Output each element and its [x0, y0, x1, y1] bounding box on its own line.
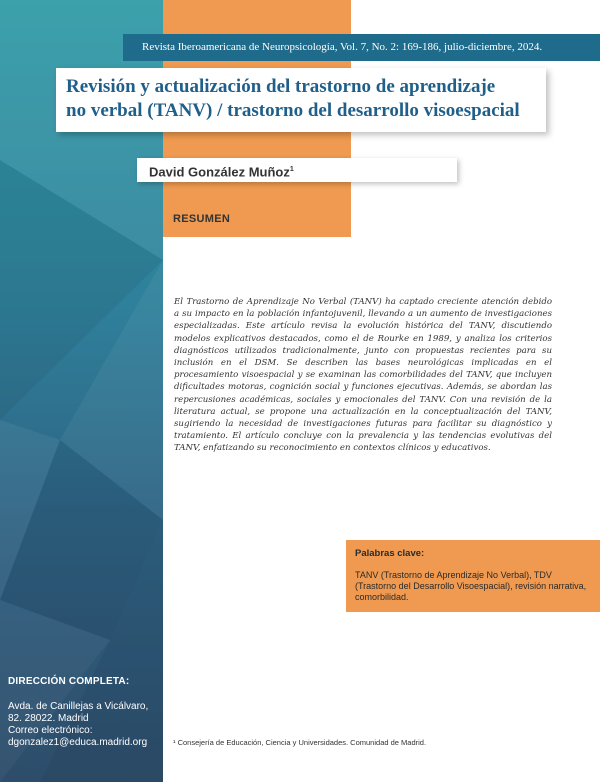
author — [149, 158, 294, 184]
journal-citation: Revista Iberoamericana de Neuropsicología, Vol. 7, No. 2: 169-186, julio-diciembre, 2024. — [142, 41, 543, 53]
address-line-1: Avda. de Canillejas a Vicálvaro, — [8, 701, 149, 712]
email-address[interactable]: dgonzalez1@educa.madrid.org — [8, 737, 148, 748]
title-line-2: no verbal (TANV) / trastorno del desarrollo visoespacial — [66, 100, 520, 121]
footnote: ¹ Consejería de Educación, Ciencia y Universidades. Comunidad de Madrid. — [173, 738, 427, 747]
author-footnote-mark: 1 — [289, 166, 294, 173]
address-heading: DIRECCIÓN COMPLETA: — [8, 676, 130, 687]
address-line-2: 82. 28022. Madrid — [8, 713, 89, 724]
author-name: David González Muñoz — [149, 164, 290, 180]
keywords-text: TANV (Trastorno de Aprendizaje No Verbal), TDV (Trastorno del Desarrollo Visoespacial), revisión narrativa, comorbilidad. — [355, 570, 587, 602]
keywords-box — [346, 540, 600, 612]
keywords-title: Palabras clave: — [355, 548, 425, 559]
author-bar — [137, 158, 457, 182]
title-line-1: Revisión y actualización del trastorno de aprendizaje — [66, 76, 496, 97]
abstract-heading: RESUMEN — [173, 213, 231, 225]
title-box — [56, 68, 546, 132]
abstract-text: El Trastorno de Aprendizaje No Verbal (TANV) ha captado creciente atención debido a su impacto en la población infantojuvenil, llevando a un aumento de investigaciones especializadas. Este artículo revisa la evolución histórica del TANV, discutiendo modelos explicativos destacados, como el de Rourke en 1989, y analiza los criterios diagnósticos utilizados tradicionalmente, junto con propuestas recientes para su inclusión en el DSM. Se describen las bases neurológicas implicadas en el procesamiento visoespacial y se examinan las comorbilidades del TANV, que incluyen dificultades motoras, cognición social y funciones ejecutivas. Además, se abordan las repercusiones académicas, sociales y emocionales del TANV. Con una revisión de la literatura actual, se propone una actualización en la conceptualización del TANV, sugiriendo la necesidad de investigaciones futuras para facilitar su diagnóstico y tratamiento. El artículo concluye con la prevalencia y las tendencias evolutivas del TANV, enfatizando su reconocimiento en contextos clínicos y educativos. — [174, 297, 552, 454]
email-label: Correo electrónico: — [8, 725, 93, 736]
article-title — [66, 75, 546, 123]
